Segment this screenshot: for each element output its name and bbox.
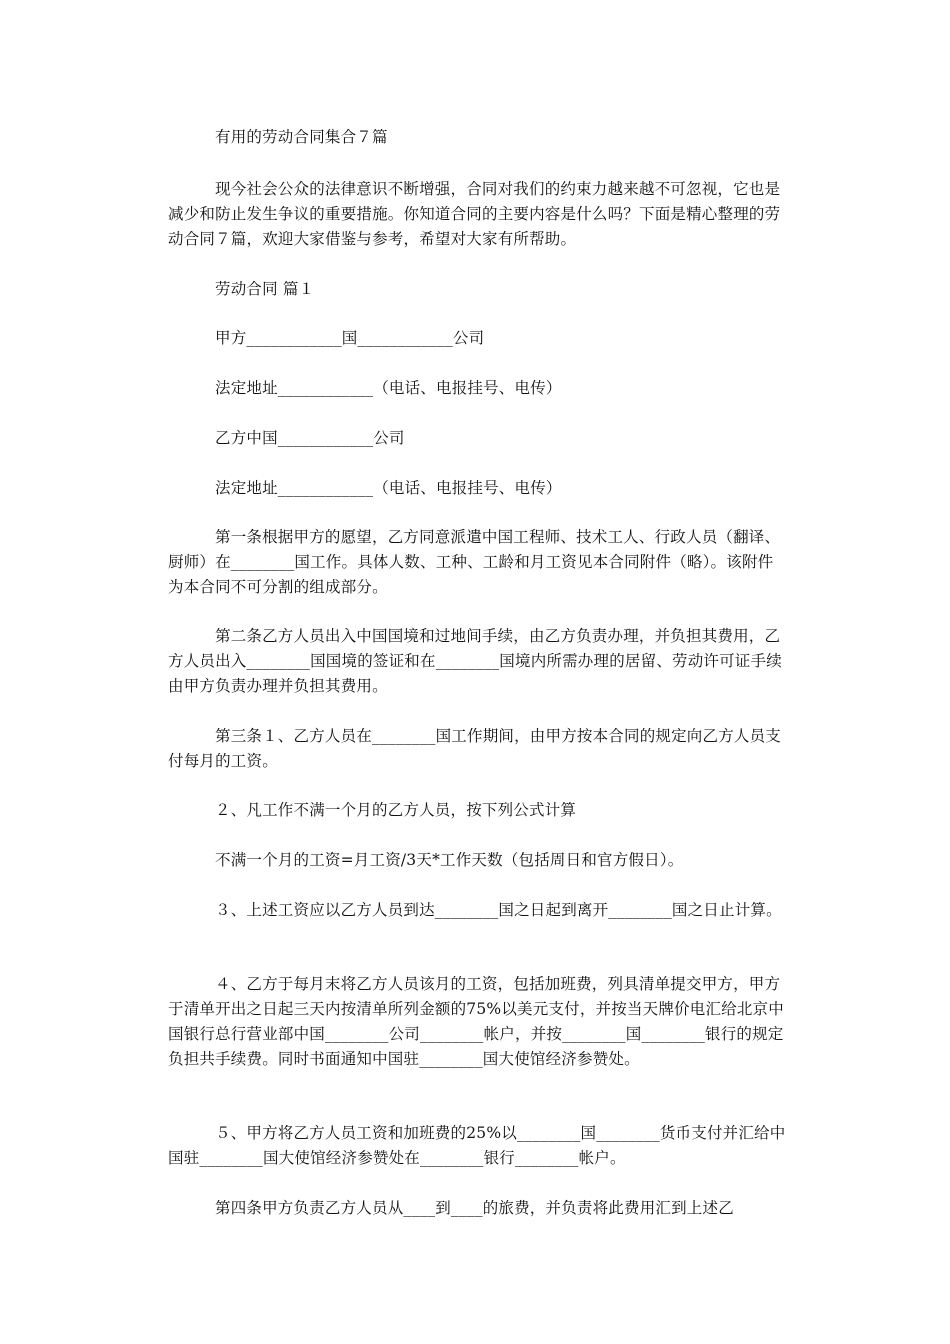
article-2: 第二条乙方人员出入中国国境和过地间手续，由乙方负责办理，并负担其费用，乙方人员出入________国国境的签证和在________国境内所需办理的居留、劳动许可证手续由甲方负责办理并负担其费用。	[168, 627, 782, 695]
article-3-item-4: ４、乙方于每月末将乙方人员该月的工资，包括加班费，列具清单提交甲方，甲方于清单开出之日起三天内按清单所列金额的75%以美元支付，并按当天牌价电汇给北京中国银行总行营业部中国________公司________帐户，并按________国________银行的规定负担共手续费。同时书面通知中国驻________国大使馆经济参赞处。	[168, 975, 784, 1068]
article-3-item-5: ５、甲方将乙方人员工资和加班费的25%以________国________货币支付并汇给中国驻________国大使馆经济参赞处在________银行________帐户。	[168, 1124, 786, 1167]
article-1: 第一条根据甲方的愿望，乙方同意派遣中国工程师、技术工人、行政人员（翻译、厨师）在________国工作。具体人数、工种、工龄和月工资见本合同附件（略）。该附件为本合同不可分割的组成部分。	[168, 528, 781, 596]
wage-formula: 不满一个月的工资=月工资/3天*工作天数（包括周日和官方假日）。	[215, 851, 684, 869]
section-heading: 劳动合同 篇１	[215, 280, 315, 298]
party-a-line: 甲方____________国____________公司	[215, 329, 485, 347]
document-title: 有用的劳动合同集合７篇	[215, 128, 388, 146]
article-4-start: 第四条甲方负责乙方人员从____到____的旅费，并负责将此费用汇到上述乙	[215, 1199, 734, 1217]
party-b-address: 法定地址____________（电话、电报挂号、电传）	[215, 479, 562, 497]
article-3-item-1: 第三条１、乙方人员在________国工作期间，由甲方按本合同的规定向乙方人员支付每月的工资。	[168, 727, 782, 770]
article-3-item-3: ３、上述工资应以乙方人员到达________国之日起到离开________国之日止计算。	[215, 901, 782, 919]
party-b-line: 乙方中国____________公司	[215, 429, 405, 447]
article-3-item-2: ２、凡工作不满一个月的乙方人员，按下列公式计算	[215, 801, 577, 819]
intro-paragraph: 现今社会公众的法律意识不断增强，合同对我们的约束力越来越不可忽视，它也是减少和防止发生争议的重要措施。你知道合同的主要内容是什么吗？下面是精心整理的劳动合同７篇，欢迎大家借鉴与参考，希望对大家有所帮助。	[168, 180, 781, 248]
party-a-address: 法定地址____________（电话、电报挂号、电传）	[215, 379, 562, 397]
